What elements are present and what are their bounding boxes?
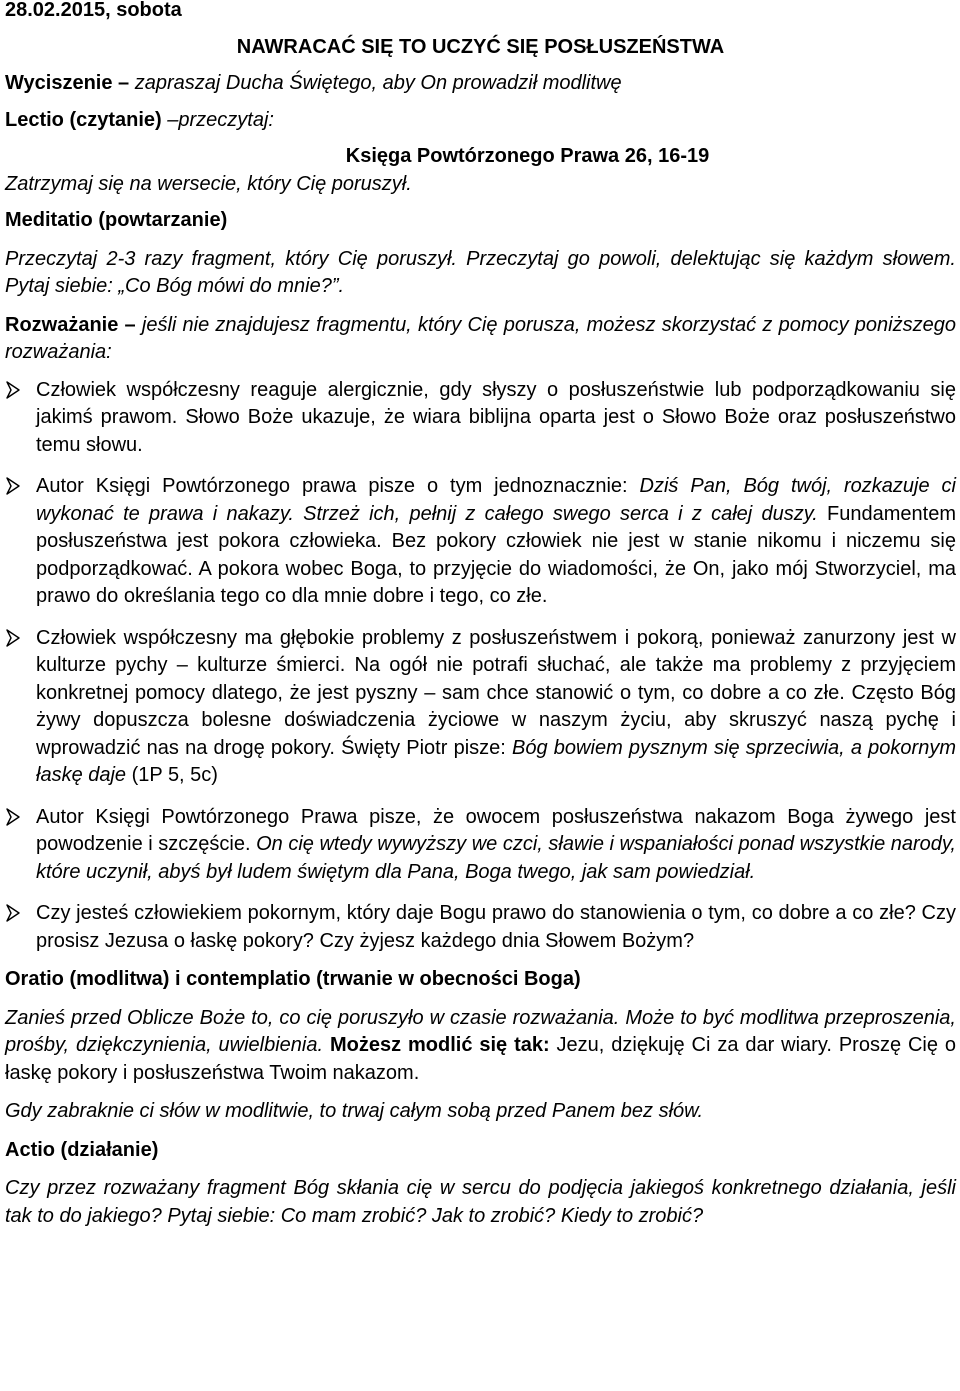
wyciszenie-dash: – bbox=[112, 72, 135, 94]
wyciszenie-label: Wyciszenie bbox=[5, 72, 113, 94]
oratio-text-a: Zanieś przed Oblicze Boże to, co cię poruszyło w czasie rozważania. Może to być modlitwa przeproszenia, prośby, dziękczynienia, uwielbienia. bbox=[5, 1006, 956, 1056]
lectio-text: –przeczytaj: bbox=[161, 108, 274, 131]
rozwazanie-label: Rozważanie bbox=[5, 313, 119, 336]
oratio-text-b: Możesz modlić się tak: bbox=[323, 1034, 550, 1056]
list-item bbox=[5, 473, 956, 611]
point-4-quote: On cię wtedy wywyższy we czci, sławie i wspaniałości ponad wszystkie narody, które uczynił, abyś był ludem świętym dla Pana, Boga twego, jak sam powiedział. bbox=[36, 833, 956, 883]
list-item bbox=[5, 625, 956, 790]
meditatio-heading: Meditatio (powtarzanie) bbox=[5, 209, 228, 231]
page-title: NAWRACAĆ SIĘ TO UCZYĆ SIĘ POSŁUSZEŃSTWA bbox=[236, 35, 725, 58]
point-2-quote: Dziś Pan, Bóg twój, rozkazuje ci wykonać te prawa i nakazy. Strzeż ich, pełnij z całego swego serca i z całej duszy. bbox=[36, 475, 956, 525]
meditatio-paragraph: Przeczytaj 2-3 razy fragment, który Cię poruszył. Przeczytaj go powoli, delektując się każdym słowem. Pytaj siebie: „Co Bóg mówi do mnie?”. bbox=[5, 247, 956, 297]
reflection-list bbox=[5, 377, 956, 956]
point-2-text-c: Fundamentem posłuszeństwa jest pokora człowieka. Bez pokory człowiek nie jest w stanie nikomu i niczemu się podporządkować. A pokora wobec Boga, to przyjęcie do wiadomości, że On, jako mój Stworzyciel, ma prawo do określania tego co dla mnie dobre i tego, co złe. bbox=[36, 502, 957, 607]
arrow-bullet-icon bbox=[6, 808, 20, 826]
arrow-bullet-icon bbox=[6, 629, 20, 647]
lectio-instruction: Zatrzymaj się na wersecie, który Cię poruszył. bbox=[5, 172, 412, 195]
lectio-label: Lectio (czytanie) bbox=[5, 108, 162, 131]
arrow-bullet-icon bbox=[6, 904, 20, 922]
point-3-quote: Bóg bowiem pysznym się sprzeciwia, a pokornym łaskę daje bbox=[36, 736, 956, 786]
list-item bbox=[5, 804, 956, 887]
arrow-bullet-icon bbox=[6, 381, 20, 399]
wyciszenie-line bbox=[5, 70, 956, 98]
actio-paragraph: Czy przez rozważany fragment Bóg skłania cię w sercu do podjęcia jakiegoś konkretnego działania, jeśli tak to do jakiego? Pytaj siebie: Co mam zrobić? Jak to zrobić? Kiedy to zrobić? bbox=[5, 1177, 956, 1227]
lectio-line bbox=[5, 107, 956, 135]
oratio-paragraph-2: Gdy zabraknie ci słów w modlitwie, to trwaj całym sobą przed Panem bez słów. bbox=[5, 1100, 704, 1122]
document-page bbox=[5, 0, 956, 1230]
arrow-bullet-icon bbox=[6, 477, 20, 495]
rozwazanie-paragraph bbox=[5, 312, 956, 367]
oratio-paragraph bbox=[5, 1005, 956, 1088]
date-line: 28.02.2015, sobota bbox=[5, 0, 182, 21]
point-4-text-a: Autor Księgi Powtórzonego Prawa pisze, że owocem posłuszeństwa nakazom Boga żywego jest powodzenie i szczęście. bbox=[36, 805, 956, 855]
list-item bbox=[5, 900, 956, 955]
point-2-text-a: Autor Księgi Powtórzonego prawa pisze o tym jednoznacznie: bbox=[36, 475, 640, 497]
point-3-text-c: (1P 5, 5c) bbox=[126, 764, 218, 786]
rozwazanie-text: jeśli nie znajdujesz fragmentu, który Cię porusza, możesz skorzystać z pomocy poniższego rozważania: bbox=[5, 313, 956, 363]
point-5-text: Czy jesteś człowiekiem pokornym, który daje Bogu prawo do stanowienia o tym, co dobre a co złe? Czy prosisz Jezusa o łaskę pokory? Czy żyjesz każdego dnia Słowem Bożym? bbox=[36, 902, 956, 952]
point-3-text-a: Człowiek współczesny ma głębokie problemy z posłuszeństwem i pokorą, ponieważ zanurzony jest w kulturze pychy – kulturze śmierci. Na ogół nie potrafi słuchać, ale także ma problemy z przyjęciem konkretnej pomocy dlatego, że jest pyszny – sam chce stanowić o tym, co dobre a co złe. Często Bóg żywy dopuszcza bolesne doświadczenia życiowe w naszym życiu, aby skruszyć naszą pychę i wprowadzić nas na drogę pokory. Święty Piotr pisze: bbox=[36, 626, 956, 759]
list-item bbox=[5, 377, 956, 460]
wyciszenie-text: zapraszaj Ducha Świętego, aby On prowadził modlitwę bbox=[134, 72, 622, 94]
oratio-heading: Oratio (modlitwa) i contemplatio (trwanie w obecności Boga) bbox=[5, 968, 581, 990]
rozwazanie-dash: – bbox=[118, 313, 142, 336]
lectio-reference: Księga Powtórzonego Prawa 26, 16-19 bbox=[345, 145, 710, 167]
actio-heading: Actio (działanie) bbox=[5, 1138, 159, 1161]
oratio-text-c: Jezu, dziękuję Ci za dar wiary. Proszę Cię o łaskę pokory i posłuszeństwa Twoim nakazom. bbox=[5, 1034, 957, 1084]
point-1-text: Człowiek współczesny reaguje alergicznie, gdy słyszy o posłuszeństwie lub podporządkowaniu się jakimś prawom. Słowo Boże ukazuje, że wiara biblijna oparta jest o Słowo Boże oraz posłuszeństwo temu słowu. bbox=[36, 378, 956, 456]
